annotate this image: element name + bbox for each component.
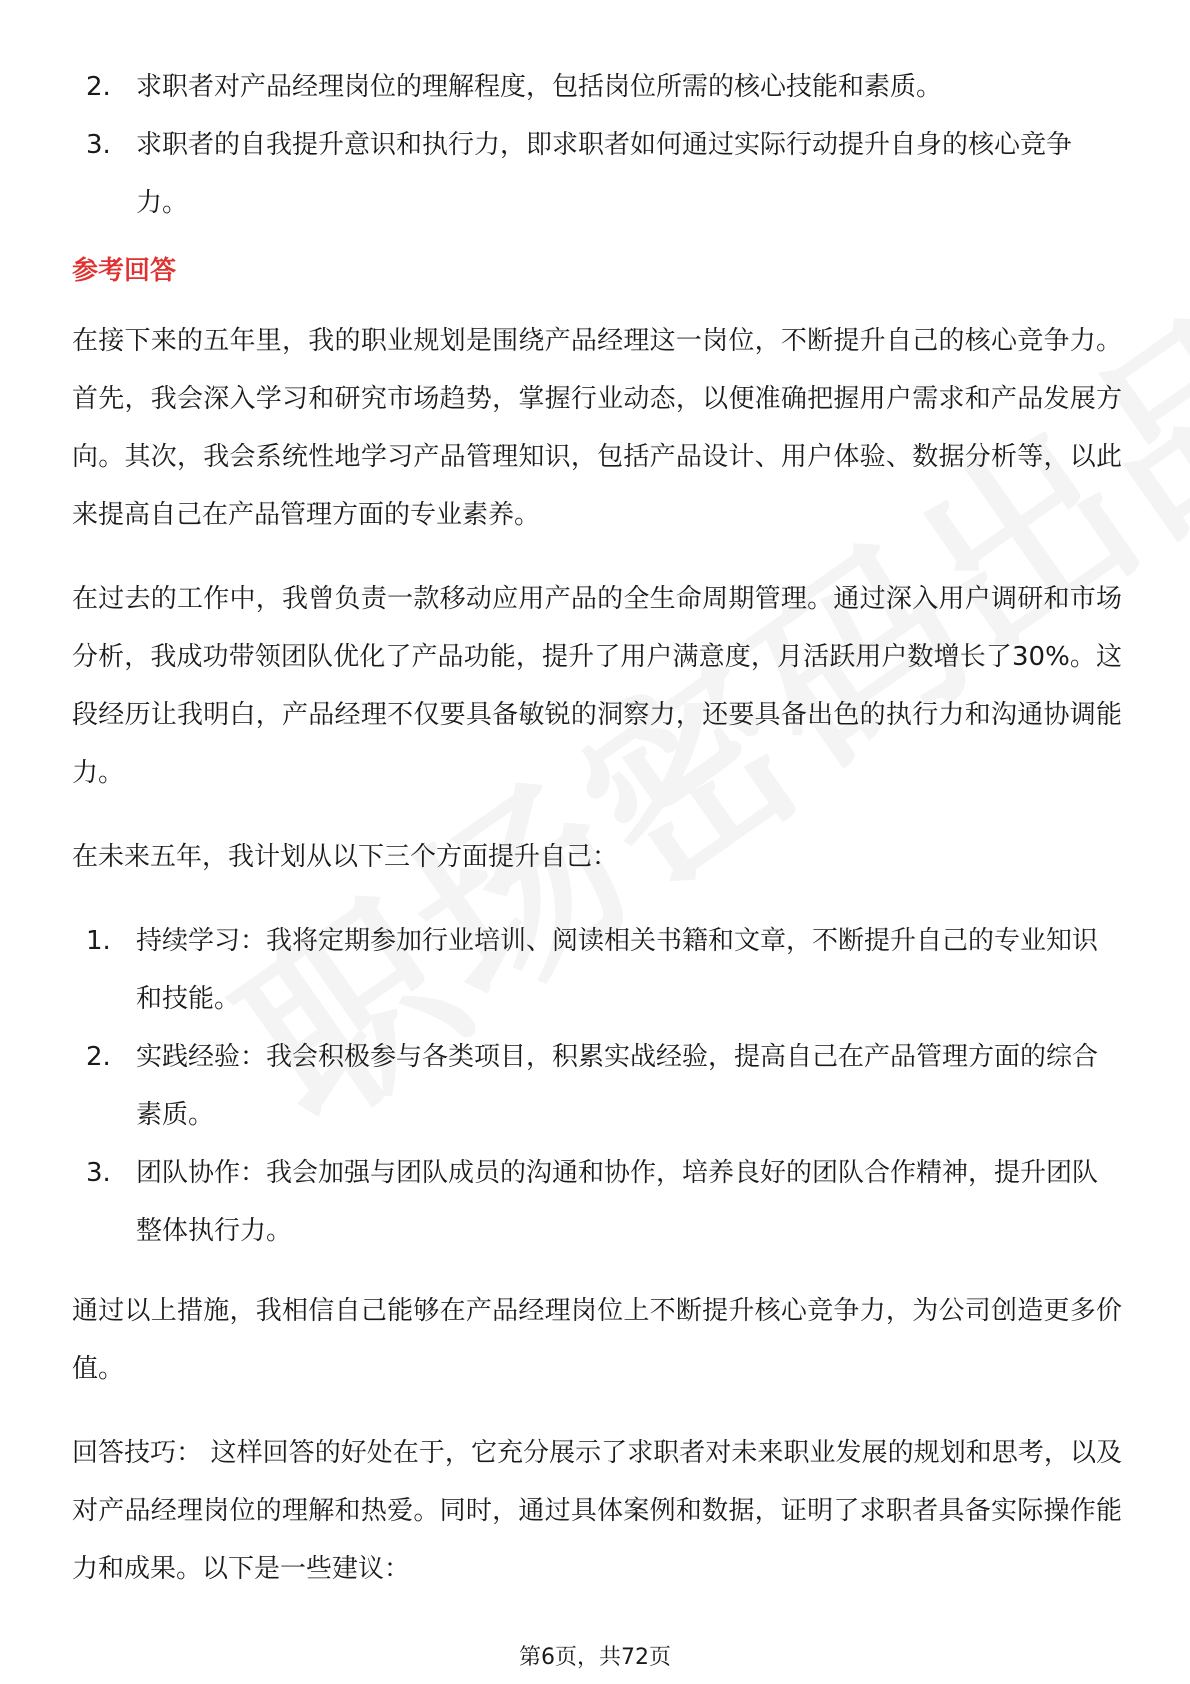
intro-list bbox=[72, 58, 1122, 232]
list-item-text: 团队协作：我会加强与团队成员的沟通和协作，培养良好的团队合作精神，提升团队整体执行力。 bbox=[136, 1158, 1099, 1246]
list-item-number: 1. bbox=[86, 926, 111, 956]
list-item-text: 实践经验：我会积极参与各类项目，积累实战经验，提高自己在产品管理方面的综合素质。 bbox=[136, 1042, 1099, 1130]
list-item bbox=[72, 1144, 1122, 1260]
list-item-number: 2. bbox=[86, 72, 111, 102]
list-item bbox=[72, 116, 1122, 232]
list-item bbox=[72, 1028, 1122, 1144]
plan-list bbox=[72, 912, 1122, 1260]
paragraph: 在未来五年，我计划从以下三个方面提升自己： bbox=[72, 842, 619, 872]
section-heading: 参考回答 bbox=[72, 256, 177, 286]
list-item-text: 持续学习：我将定期参加行业培训、阅读相关书籍和文章，不断提升自己的专业知识和技能。 bbox=[136, 926, 1099, 1014]
list-item-number: 3. bbox=[86, 1158, 111, 1188]
list-item-number: 2. bbox=[86, 1042, 111, 1072]
paragraph: 在接下来的五年里，我的职业规划是围绕产品经理这一岗位，不断提升自己的核心竞争力。首先，我会深入学习和研究市场趋势，掌握行业动态，以便准确把握用户需求和产品发展方向。其次，我会系统性地学习产品管理知识，包括产品设计、用户体验、数据分析等，以此来提高自己在产品管理方面的专业素养。 bbox=[72, 326, 1122, 530]
tips-paragraph: 回答技巧： 这样回答的好处在于，它充分展示了求职者对未来职业发展的规划和思考，以及对产品经理岗位的理解和热爱。同时，通过具体案例和数据，证明了求职者具备实际操作能力和成果。以下是一些建议： bbox=[72, 1438, 1122, 1584]
closing-paragraph: 通过以上措施，我相信自己能够在产品经理岗位上不断提升核心竞争力，为公司创造更多价值。 bbox=[72, 1296, 1122, 1384]
paragraph: 在过去的工作中，我曾负责一款移动应用产品的全生命周期管理。通过深入用户调研和市场分析，我成功带领团队优化了产品功能，提升了用户满意度，月活跃用户数增长了30%。这段经历让我明白，产品经理不仅要具备敏锐的洞察力，还要具备出色的执行力和沟通协调能力。 bbox=[72, 584, 1122, 788]
document-content bbox=[72, 58, 1122, 1624]
list-item bbox=[72, 912, 1122, 1028]
list-item-number: 3. bbox=[86, 130, 111, 160]
list-item-text: 求职者的自我提升意识和执行力，即求职者如何通过实际行动提升自身的核心竞争力。 bbox=[136, 130, 1073, 218]
list-item bbox=[72, 58, 1122, 116]
list-item-text: 求职者对产品经理岗位的理解程度，包括岗位所需的核心技能和素质。 bbox=[136, 72, 943, 102]
page-footer: 第6页，共72页 bbox=[519, 1645, 671, 1670]
